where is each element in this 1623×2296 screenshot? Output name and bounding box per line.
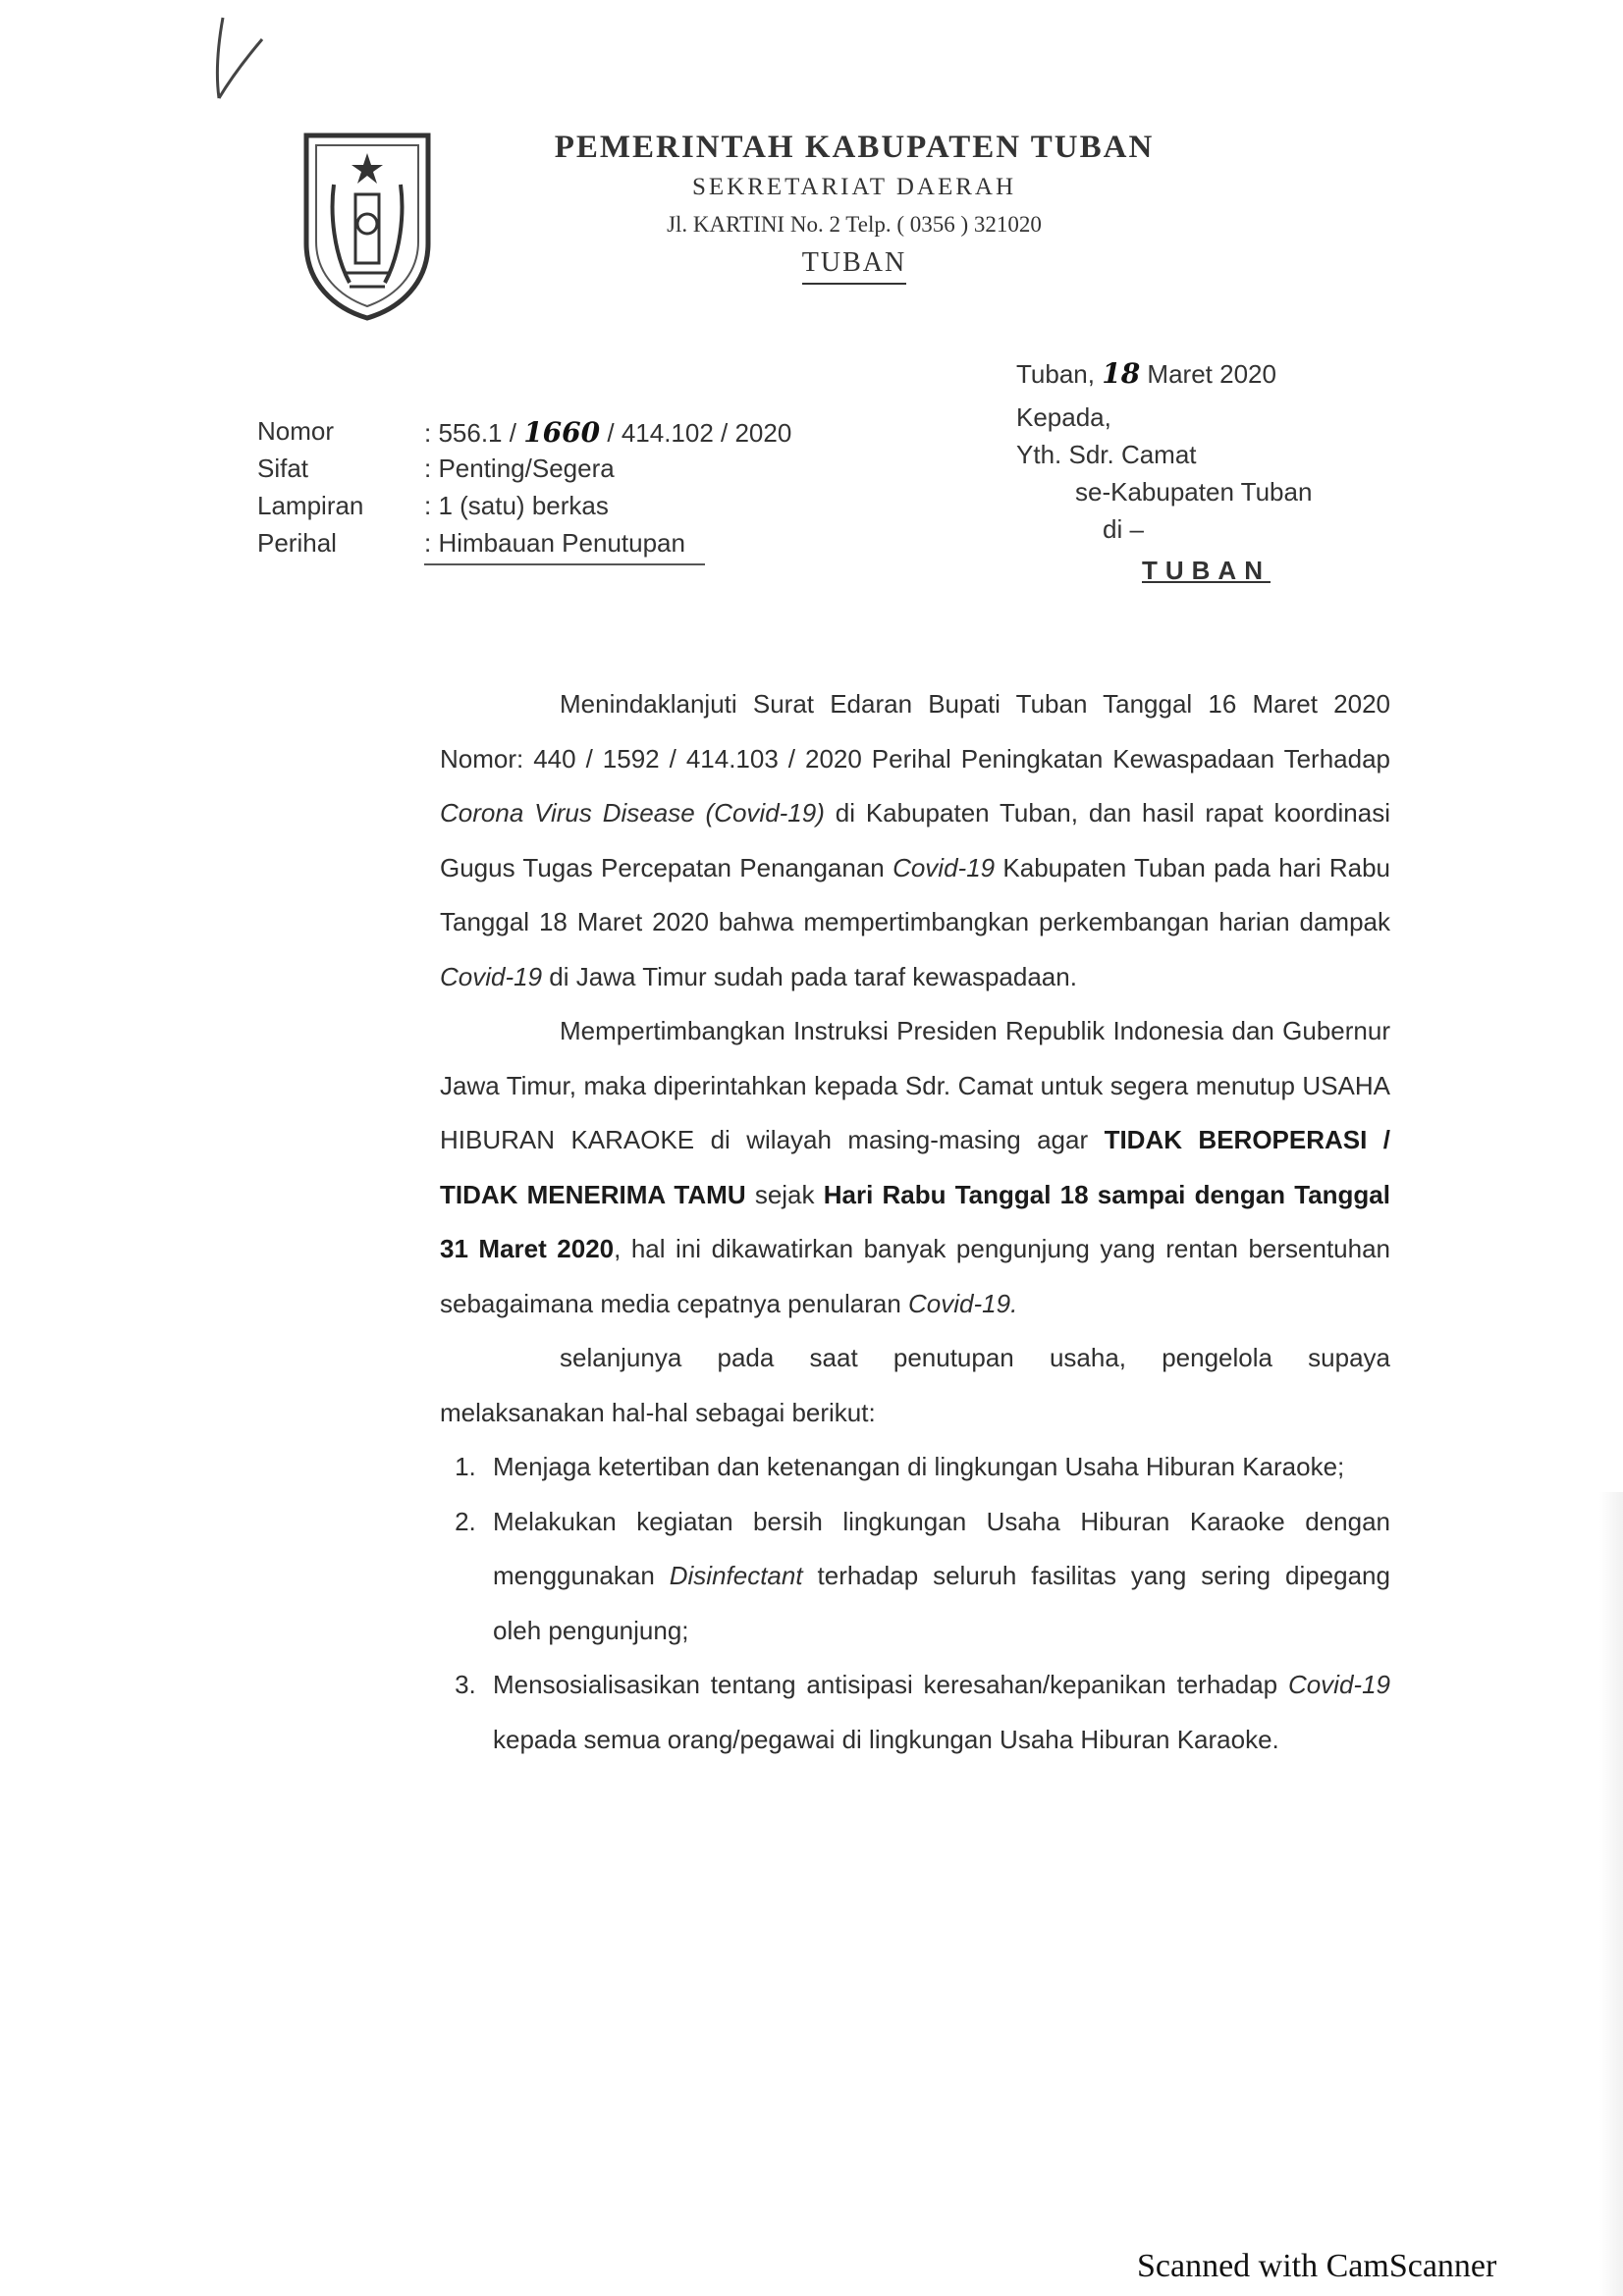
item2-text-b: terhadap seluruh fasilitas yang sering dipegang oleh pengunjung; [493,1561,1390,1645]
p1-text-a: Menindaklanjuti Surat Edaran Bupati Tuban Tanggal 16 Maret 2020 Nomor: 440 / 1592 / 414.103 / 2020 Perihal Peningkatan Kewaspadaan Terhadap [440,689,1390,774]
letterhead-government: PEMERINTAH KABUPATEN TUBAN [554,130,1155,165]
item2-text-a: Melakukan kegiatan bersih lingkungan Usaha Hiburan Karaoke dengan menggunakan [493,1506,1390,1590]
paragraph-3: selanjunya pada saat penutupan usaha, pengelola supaya melaksanakan hal-hal sebagai berikut: [440,1343,1390,1427]
p2-text-c: , hal ini dikawatirkan banyak pengunjung yang rentan bersentuhan sebagaimana media cepatnya penularan [440,1234,1391,1318]
letter-date [1016,357,1312,402]
action-list [440,1440,1390,1767]
date-recipient-block [1016,357,1312,595]
item3-italic-covid: Covid-19 [1287,1670,1390,1699]
meta-lampiran [257,491,791,528]
paragraph-2 [440,1004,1390,1331]
perihal-value: : Himbauan Penutupan [424,528,705,565]
item2-italic-disinfectant: Disinfectant [669,1561,803,1590]
list-item [483,1658,1390,1767]
item1-text: Menjaga ketertiban dan ketenangan di lingkungan Usaha Hiburan Karaoke; [493,1452,1345,1481]
p2-text-a: Mempertimbangkan Instruksi Presiden Republik Indonesia dan Gubernur Jawa Timur, maka diperintahkan kepada Sdr. Camat untuk segera menutup USAHA HIBURAN KARAOKE di wilayah masing-masing agar [440,1016,1390,1154]
date-day-handwritten: 18 [1102,357,1141,390]
p2-text-b: sejak [745,1179,824,1209]
item3-text-b: kepada semua orang/pegawai di lingkungan Usaha Hiburan Karaoke. [493,1724,1279,1754]
p1-italic-covid-2: Covid-19 [440,961,543,991]
sifat-value: : Penting/Segera [424,454,615,483]
kabupaten-tuban-emblem-icon [295,126,440,322]
letterhead-address: Jl. KARTINI No. 2 Telp. ( 0356 ) 321020 [667,212,1042,237]
meta-sifat [257,454,791,491]
nomor-label: Nomor [257,416,335,446]
scanner-watermark: Scanned with CamScanner [1137,2248,1497,2284]
letterhead [550,126,1159,285]
date-prefix: Tuban, [1016,359,1095,389]
p2-bold-instruction: TIDAK BEROPERASI / TIDAK MENERIMA TAMU [440,1125,1390,1209]
meta-nomor [257,416,791,454]
list-item [483,1495,1390,1659]
recipient-city: TUBAN [1142,556,1271,585]
lampiran-value: : 1 (satu) berkas [424,491,609,520]
p1-text-c: Kabupaten Tuban pada hari Rabu Tanggal 18 Maret 2020 bahwa mempertimbangkan perkembangan harian dampak [440,852,1390,936]
letter-meta [257,416,791,565]
paragraph-1 [440,677,1390,1004]
pen-stroke-mark [201,10,270,118]
recipient-se: se-Kabupaten Tuban [1075,477,1313,507]
letter-body [440,677,1390,1767]
p2-italic-covid: Covid-19. [908,1288,1018,1318]
p1-text-b: di Kabupaten Tuban, dan hasil rapat koordinasi Gugus Tugas Percepatan Penanganan [440,798,1390,882]
lampiran-label: Lampiran [257,491,364,520]
page-edge-shadow [1599,1492,1623,2296]
p1-text-d: di Jawa Timur sudah pada taraf kewaspadaan. [542,961,1077,991]
nomor-suffix: / 414.102 / 2020 [607,418,792,448]
nomor-prefix: : 556.1 / [424,418,516,448]
nomor-handwritten: 1660 [523,416,601,449]
p1-italic-covid-disease: Corona Virus Disease (Covid-19) [440,798,825,828]
recipient-yth: Yth. Sdr. Camat [1016,440,1197,469]
letterhead-city: TUBAN [802,243,906,285]
meta-perihal [257,528,791,565]
sifat-label: Sifat [257,454,309,483]
date-rest: Maret 2020 [1147,359,1276,389]
perihal-label: Perihal [257,528,337,558]
recipient-kepada: Kepada, [1016,402,1111,432]
recipient-di: di – [1103,514,1144,544]
nomor-value [424,416,791,454]
p2-bold-period: Hari Rabu Tanggal 18 sampai dengan Tanggal 31 Maret 2020 [440,1179,1390,1263]
list-item [483,1440,1390,1495]
p1-italic-covid-1: Covid-19 [893,852,996,882]
letterhead-secretariat: SEKRETARIAT DAERAH [691,174,1016,200]
item3-text-a: Mensosialisasikan tentang antisipasi keresahan/kepanikan terhadap [493,1670,1288,1699]
